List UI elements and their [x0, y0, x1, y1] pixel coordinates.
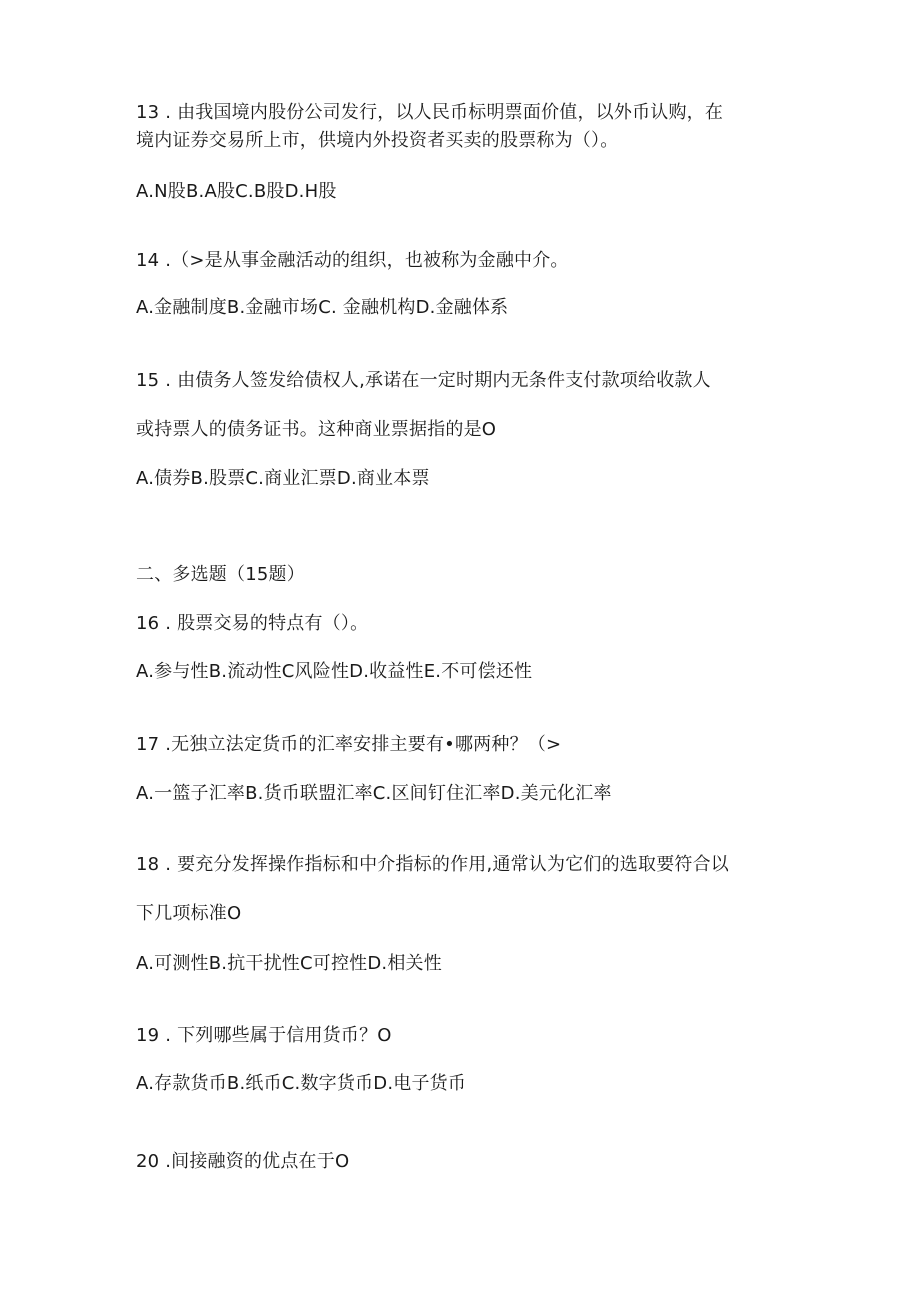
- question-15-line-1: 15 . 由债务人签发给债权人,承诺在一定时期内无条件支付款项给收款人: [136, 370, 711, 391]
- question-15-options: A.债券B.股票C.商业汇票D.商业本票: [136, 468, 430, 489]
- question-13-line-2: 境内证券交易所上市，供境内外投资者买卖的股票称为（）。: [136, 130, 619, 151]
- question-20-line-1: 20 .间接融资的优点在于O: [136, 1151, 350, 1172]
- question-18-line-1: 18 . 要充分发挥操作指标和中介指标的作用,通常认为它们的选取要符合以: [136, 854, 729, 875]
- question-16-options: A.参与性B.流动性C风险性D.收益性E.不可偿还性: [136, 661, 533, 682]
- section-heading-multiple-choice: 二、多选题（15题）: [136, 564, 305, 585]
- question-16-line-1: 16 . 股票交易的特点有（）。: [136, 613, 369, 634]
- question-18-line-2: 下几项标准O: [136, 903, 242, 924]
- question-17-options: A.一篮子汇率B.货币联盟汇率C.区间钉住汇率D.美元化汇率: [136, 783, 612, 804]
- question-14-line-1: 14 .（>是从事金融活动的组织，也被称为金融中介。: [136, 250, 569, 271]
- question-19-options: A.存款货币B.纸币C.数字货币D.电子货币: [136, 1073, 467, 1094]
- question-19-line-1: 19 . 下列哪些属于信用货币？O: [136, 1025, 392, 1046]
- question-15-line-2: 或持票人的债务证书。这种商业票据指的是O: [136, 419, 497, 440]
- question-17-line-1: 17 .无独立法定货币的汇率安排主要有•哪两种？（>: [136, 734, 562, 755]
- question-18-options: A.可测性B.抗干扰性C可控性D.相关性: [136, 953, 442, 974]
- question-14-options: A.金融制度B.金融市场C. 金融机构D.金融体系: [136, 297, 509, 318]
- question-13-line-1: 13 . 由我国境内股份公司发行，以人民币标明票面价值，以外币认购，在: [136, 102, 724, 123]
- question-13-options: A.N股B.A股C.B股D.H股: [136, 181, 337, 202]
